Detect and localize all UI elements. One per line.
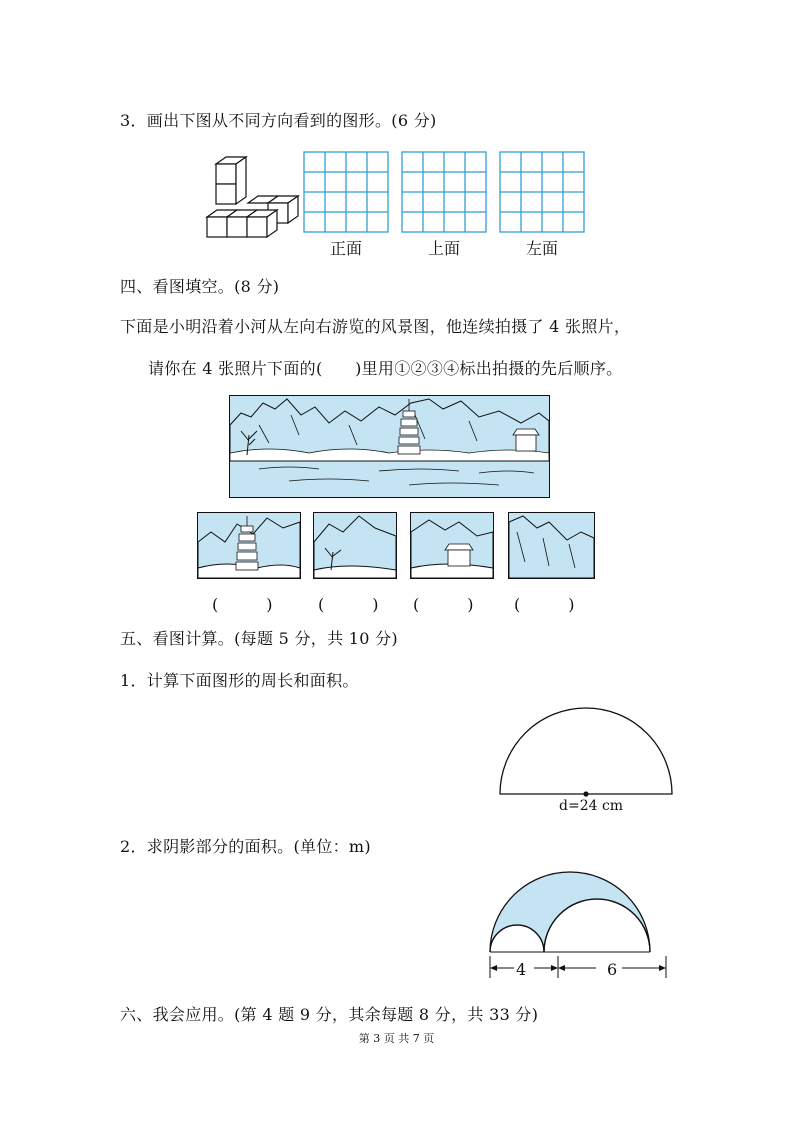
- answer-slot-4[interactable]: ( ): [514, 595, 575, 614]
- semicircle-figure: [496, 706, 678, 798]
- answer-slot-1[interactable]: ( ): [212, 595, 273, 614]
- grid-label-top: 上面: [427, 239, 460, 258]
- section5-q1: 1．计算下面图形的周长和面积。: [120, 671, 359, 690]
- answer-slot-2[interactable]: ( ): [318, 595, 379, 614]
- cube-stack-figure: [200, 150, 300, 245]
- section4-line1: 下面是小明沿着小河从左向右游览的风景图，他连续拍摄了 4 张照片，: [120, 317, 631, 336]
- semicircle-diameter-label: d=24 cm: [559, 798, 624, 814]
- dim-label-right: 6: [607, 960, 618, 979]
- grid-label-left: 左面: [525, 239, 558, 258]
- shaded-semicircles-figure: [484, 866, 674, 982]
- section4-title: 四、看图填空。(8 分): [120, 277, 280, 296]
- answer-slot-3[interactable]: ( ): [413, 595, 474, 614]
- q3-text: 3．画出下图从不同方向看到的图形。(6 分): [120, 111, 437, 130]
- section5-q2: 2．求阴影部分的面积。(单位：m): [120, 837, 371, 856]
- dim-label-left: 4: [516, 960, 527, 979]
- landscape-panorama: [229, 395, 551, 499]
- photo-strip: [197, 512, 602, 580]
- page-footer: 第 3 页 共 7 页: [358, 1032, 435, 1045]
- section5-title: 五、看图计算。(每题 5 分，共 10 分): [120, 629, 398, 648]
- section6-title: 六、我会应用。(第 4 题 9 分，其余每题 8 分，共 33 分): [120, 1005, 539, 1024]
- drawing-grids: [300, 142, 590, 242]
- grid-label-front: 正面: [329, 239, 362, 258]
- section4-line2: 请你在 4 张照片下面的( )里用①②③④标出拍摄的先后顺序。: [148, 359, 623, 378]
